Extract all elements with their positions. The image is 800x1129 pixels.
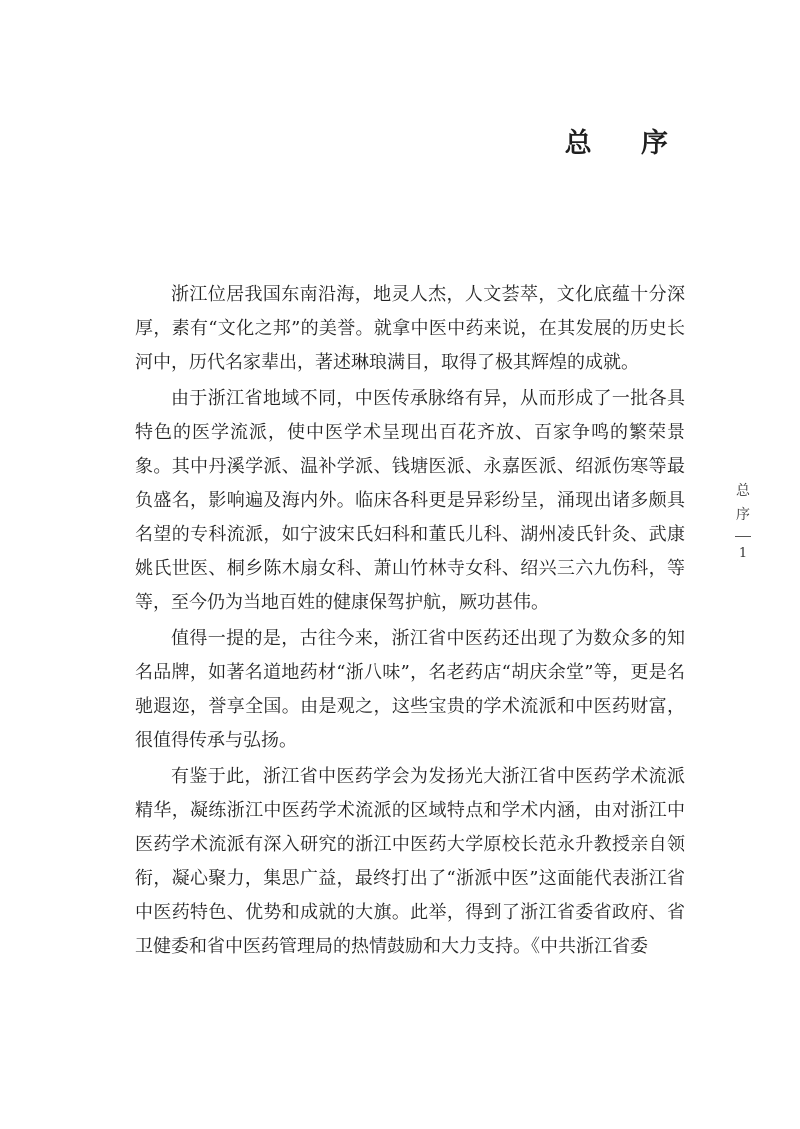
page-title: 总 序 (564, 128, 688, 159)
paragraph-1: 浙江位居我国东南沿海，地灵人杰，人文荟萃，文化底蕴十分深厚，素有“文化之邦”的美誉。就拿中医中药来说，在其发展的历史长河中，历代名家辈出，著述琳琅满目，取得了极其辉煌的成就。 (135, 284, 685, 373)
body-text (135, 278, 685, 966)
page-number: 1 (738, 546, 748, 561)
running-head-char-2: 序 (736, 507, 750, 523)
paragraph-2: 由于浙江省地域不同，中医传承脉络有异，从而形成了一批各具特色的医学流派，使中医学术呈现出百花齐放、百家争鸣的繁荣景象。其中丹溪学派、温补学派、钱塘医派、永嘉医派、绍派伤寒等最负盛名，影响遍及海内外。临床各科更是异彩纷呈，涌现出诸多颇具名望的专科流派，如宁波宋氏妇科和董氏儿科、湖州凌氏针灸、武康姚氏世医、桐乡陈木扇女科、萧山竹林寺女科、绍兴三六九伤科，等等，至今仍为当地百姓的健康保驾护航，厥功甚伟。 (135, 388, 685, 613)
paragraph-3: 值得一提的是，古往今来，浙江省中医药还出现了为数众多的知名品牌，如著名道地药材“浙八味”，名老药店“胡庆余堂”等，更是名驰遐迩，誉享全国。由是观之，这些宝贵的学术流派和中医药财富，很值得传承与弘扬。 (135, 628, 685, 751)
paragraph-4: 有鉴于此，浙江省中医药学会为发扬光大浙江省中医药学术流派精华，凝练浙江中医药学术流派的区域特点和学术内涵，由对浙江中医药学术流派有深入研究的浙江中医药大学原校长范永升教授亲自领衔，凝心聚力，集思广益，最终打出了“浙派中医”这面能代表浙江省中医药特色、优势和成就的大旗。此举，得到了浙江省委省政府、省卫健委和省中医药管理局的热情鼓励和大力支持。《中共浙江省委 (135, 766, 685, 957)
running-head (732, 480, 754, 563)
running-head-char-1: 总 (736, 483, 750, 499)
running-head-divider (735, 536, 751, 537)
